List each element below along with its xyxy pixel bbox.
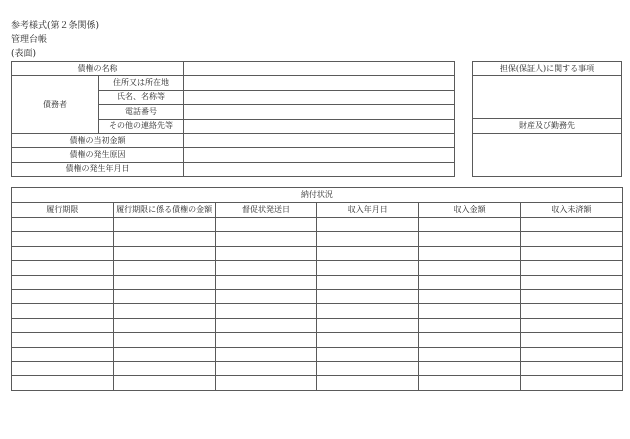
table-row — [12, 318, 623, 332]
debtor-label: 債務者 — [12, 76, 99, 134]
payment-status-title-row — [12, 188, 623, 203]
table-cell — [215, 218, 317, 232]
table-cell — [215, 232, 317, 246]
table-cell — [419, 246, 521, 260]
guarantee-header-row — [473, 62, 622, 76]
page-side-label: (表面) — [11, 49, 37, 59]
table-cell — [520, 376, 622, 390]
table-cell — [419, 304, 521, 318]
debtor-name-label: 氏名、名称等 — [99, 90, 184, 104]
table-cell — [12, 232, 114, 246]
table-cell — [12, 218, 114, 232]
assets-body-row — [473, 133, 622, 176]
initial-amount-label: 債権の当初金額 — [12, 133, 184, 147]
table-cell — [12, 376, 114, 390]
table-cell — [12, 333, 114, 347]
table-cell — [317, 304, 419, 318]
table-cell — [12, 289, 114, 303]
table-row — [12, 347, 623, 361]
claim-cause-value — [184, 148, 455, 162]
table-row — [12, 218, 623, 232]
column-header-receipt-date: 収入年月日 — [317, 203, 419, 218]
table-row — [12, 376, 623, 390]
debtor-name-value — [184, 90, 455, 104]
table-cell — [419, 275, 521, 289]
table-cell — [419, 218, 521, 232]
table-cell — [419, 289, 521, 303]
table-cell — [12, 347, 114, 361]
claim-cause-row — [12, 148, 455, 162]
table-cell — [419, 347, 521, 361]
table-cell — [215, 289, 317, 303]
table-cell — [419, 318, 521, 332]
table-row — [12, 275, 623, 289]
debtor-other-contact-value — [184, 119, 455, 133]
table-cell — [113, 318, 215, 332]
guarantee-body-row — [473, 76, 622, 119]
payment-rows — [12, 218, 623, 391]
table-cell — [317, 261, 419, 275]
table-cell — [317, 376, 419, 390]
table-row — [12, 333, 623, 347]
table-cell — [520, 232, 622, 246]
table-cell — [215, 347, 317, 361]
initial-amount-value — [184, 133, 455, 147]
debtor-address-row — [12, 76, 455, 90]
payment-status-table — [11, 187, 623, 391]
table-cell — [12, 261, 114, 275]
table-row — [12, 304, 623, 318]
table-cell — [317, 361, 419, 375]
initial-amount-row — [12, 133, 455, 147]
table-cell — [419, 361, 521, 375]
table-cell — [215, 333, 317, 347]
table-cell — [113, 218, 215, 232]
debtor-phone-value — [184, 105, 455, 119]
table-row — [12, 246, 623, 260]
table-row — [12, 261, 623, 275]
table-cell — [113, 246, 215, 260]
assets-value — [473, 133, 622, 176]
claim-date-value — [184, 162, 455, 176]
table-cell — [520, 246, 622, 260]
claim-cause-label: 債権の発生原因 — [12, 148, 184, 162]
security-info-table — [472, 61, 622, 177]
table-cell — [113, 361, 215, 375]
table-cell — [419, 232, 521, 246]
table-cell — [12, 304, 114, 318]
table-cell — [215, 361, 317, 375]
table-cell — [520, 318, 622, 332]
claim-info-table — [11, 61, 455, 177]
table-cell — [12, 361, 114, 375]
table-cell — [419, 376, 521, 390]
table-row — [12, 232, 623, 246]
table-cell — [215, 275, 317, 289]
payment-column-header-row — [12, 203, 623, 218]
table-cell — [113, 289, 215, 303]
table-cell — [317, 289, 419, 303]
claim-date-label: 債権の発生年月日 — [12, 162, 184, 176]
table-cell — [520, 333, 622, 347]
table-cell — [215, 246, 317, 260]
table-cell — [215, 304, 317, 318]
column-header-due-date: 履行期限 — [12, 203, 114, 218]
assets-label: 財産及び勤務先 — [473, 119, 622, 133]
table-cell — [419, 261, 521, 275]
claim-name-row — [12, 62, 455, 76]
table-cell — [113, 333, 215, 347]
table-cell — [12, 275, 114, 289]
column-header-outstanding-amount: 収入未済額 — [520, 203, 622, 218]
table-cell — [317, 318, 419, 332]
column-header-receipt-amount: 収入金額 — [419, 203, 521, 218]
table-cell — [520, 361, 622, 375]
table-cell — [520, 304, 622, 318]
table-cell — [317, 333, 419, 347]
claim-name-label: 債権の名称 — [12, 62, 184, 76]
table-cell — [12, 246, 114, 260]
claim-date-row — [12, 162, 455, 176]
debtor-address-value — [184, 76, 455, 90]
table-cell — [215, 261, 317, 275]
table-cell — [520, 261, 622, 275]
table-cell — [113, 232, 215, 246]
table-cell — [317, 275, 419, 289]
table-cell — [520, 347, 622, 361]
table-cell — [113, 304, 215, 318]
document-title: 管理台帳 — [11, 35, 48, 45]
table-cell — [520, 275, 622, 289]
payment-table-head — [12, 188, 623, 218]
guarantee-label: 担保(保証人)に関する事項 — [473, 62, 622, 76]
column-header-due-amount: 履行期限に係る債権の金額 — [113, 203, 215, 218]
table-cell — [12, 318, 114, 332]
debtor-address-label: 住所又は所在地 — [99, 76, 184, 90]
table-cell — [317, 218, 419, 232]
table-cell — [215, 318, 317, 332]
debtor-phone-label: 電話番号 — [99, 105, 184, 119]
table-cell — [113, 275, 215, 289]
payment-status-title: 納付状況 — [12, 188, 623, 203]
form-reference: 参考様式(第２条関係) — [11, 21, 100, 31]
guarantee-value — [473, 76, 622, 119]
table-row — [12, 289, 623, 303]
table-cell — [419, 333, 521, 347]
table-cell — [317, 232, 419, 246]
table-row — [12, 361, 623, 375]
table-cell — [317, 246, 419, 260]
debtor-other-contact-label: その他の連絡先等 — [99, 119, 184, 133]
table-cell — [113, 347, 215, 361]
table-cell — [520, 289, 622, 303]
table-cell — [113, 376, 215, 390]
table-cell — [520, 218, 622, 232]
table-cell — [113, 261, 215, 275]
table-cell — [317, 347, 419, 361]
assets-header-row — [473, 119, 622, 133]
claim-name-value — [184, 62, 455, 76]
table-cell — [215, 376, 317, 390]
column-header-reminder-date: 督促状発送日 — [215, 203, 317, 218]
